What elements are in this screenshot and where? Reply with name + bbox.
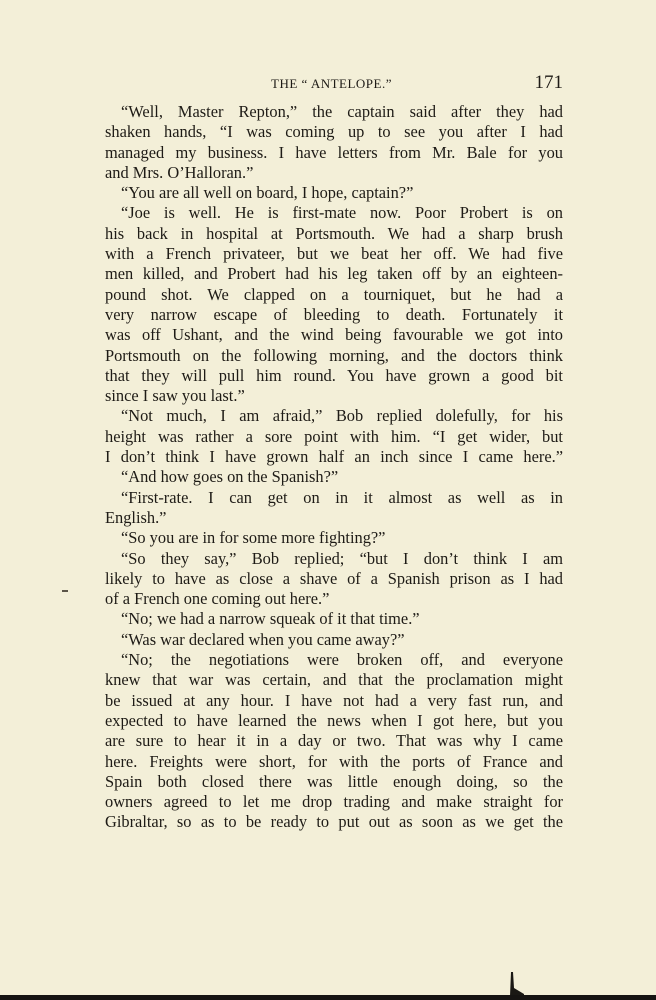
ink-mark-icon: [508, 972, 526, 996]
body-text: [105, 102, 563, 833]
text-line: “You are all well on board, I hope, captain?”: [121, 183, 414, 203]
text-line: pound shot. We clapped on a tourniquet, but he had a: [105, 284, 563, 304]
page-number: 171: [534, 72, 563, 93]
text-line: are sure to hear it in a day or two. That was why I came: [105, 731, 563, 751]
page-bottom-edge: [0, 995, 656, 1000]
text-line: Gibraltar, so as to be ready to put out as soon as we get the: [105, 812, 563, 832]
text-line: Portsmouth on the following morning, and the doctors think: [105, 345, 563, 365]
text-line: “So they say,” Bob replied; “but I don’t think I am: [121, 548, 563, 568]
text-line: English.”: [105, 507, 167, 527]
text-line: Spain both closed there was little enough doing, so the: [105, 771, 563, 791]
text-line: “Well, Master Repton,” the captain said after they had: [121, 102, 563, 121]
running-title: THE “ ANTELOPE.”: [271, 76, 393, 91]
text-line: “No; we had a narrow squeak of it that time.”: [121, 609, 420, 629]
text-line: I don’t think I have grown half an inch since I came here.”: [105, 447, 563, 467]
text-line: of a French one coming out here.”: [105, 589, 330, 609]
text-line: be issued at any hour. I have not had a very fast run, and: [105, 690, 563, 710]
text-line: expected to have learned the news when I got here, but you: [105, 710, 563, 730]
text-line: “Not much, I am afraid,” Bob replied dolefully, for his: [121, 406, 563, 426]
text-line: and Mrs. O’Halloran.”: [105, 162, 254, 182]
page-header: [105, 74, 563, 96]
text-line: “No; the negotiations were broken off, and everyone: [121, 650, 563, 670]
text-line: that they will pull him round. You have grown a good bit: [105, 365, 563, 385]
text-line: since I saw you last.”: [105, 386, 245, 406]
text-line: managed my business. I have letters from Mr. Bale for you: [105, 142, 563, 162]
text-line: shaken hands, “I was coming up to see you after I had: [105, 122, 563, 142]
margin-mark: [62, 590, 68, 592]
text-line: “First-rate. I can get on in it almost as well as in: [121, 487, 563, 507]
text-line: “Was war declared when you came away?”: [121, 629, 405, 649]
text-line: owners agreed to let me drop trading and make straight for: [105, 792, 563, 812]
text-line: very narrow escape of bleeding to death. Fortunately it: [105, 304, 563, 324]
text-line: men killed, and Probert had his leg taken off by an eighteen-: [105, 264, 563, 284]
text-line: with a French privateer, but we beat her off. We had five: [105, 244, 563, 264]
text-line: knew that war was certain, and that the proclamation might: [105, 670, 563, 690]
text-line: was off Ushant, and the wind being favourable we got into: [105, 325, 563, 345]
text-line: his back in hospital at Portsmouth. We had a sharp brush: [105, 223, 563, 243]
text-line: likely to have as close a shave of a Spanish prison as I had: [105, 568, 563, 588]
text-line: “So you are in for some more fighting?”: [121, 528, 386, 548]
text-line: “Joe is well. He is first-mate now. Poor Probert is on: [121, 203, 563, 223]
text-line: height was rather a sore point with him. “I get wider, but: [105, 426, 563, 446]
text-line: here. Freights were short, for with the ports of France and: [105, 751, 563, 771]
text-line: “And how goes on the Spanish?”: [121, 467, 339, 487]
